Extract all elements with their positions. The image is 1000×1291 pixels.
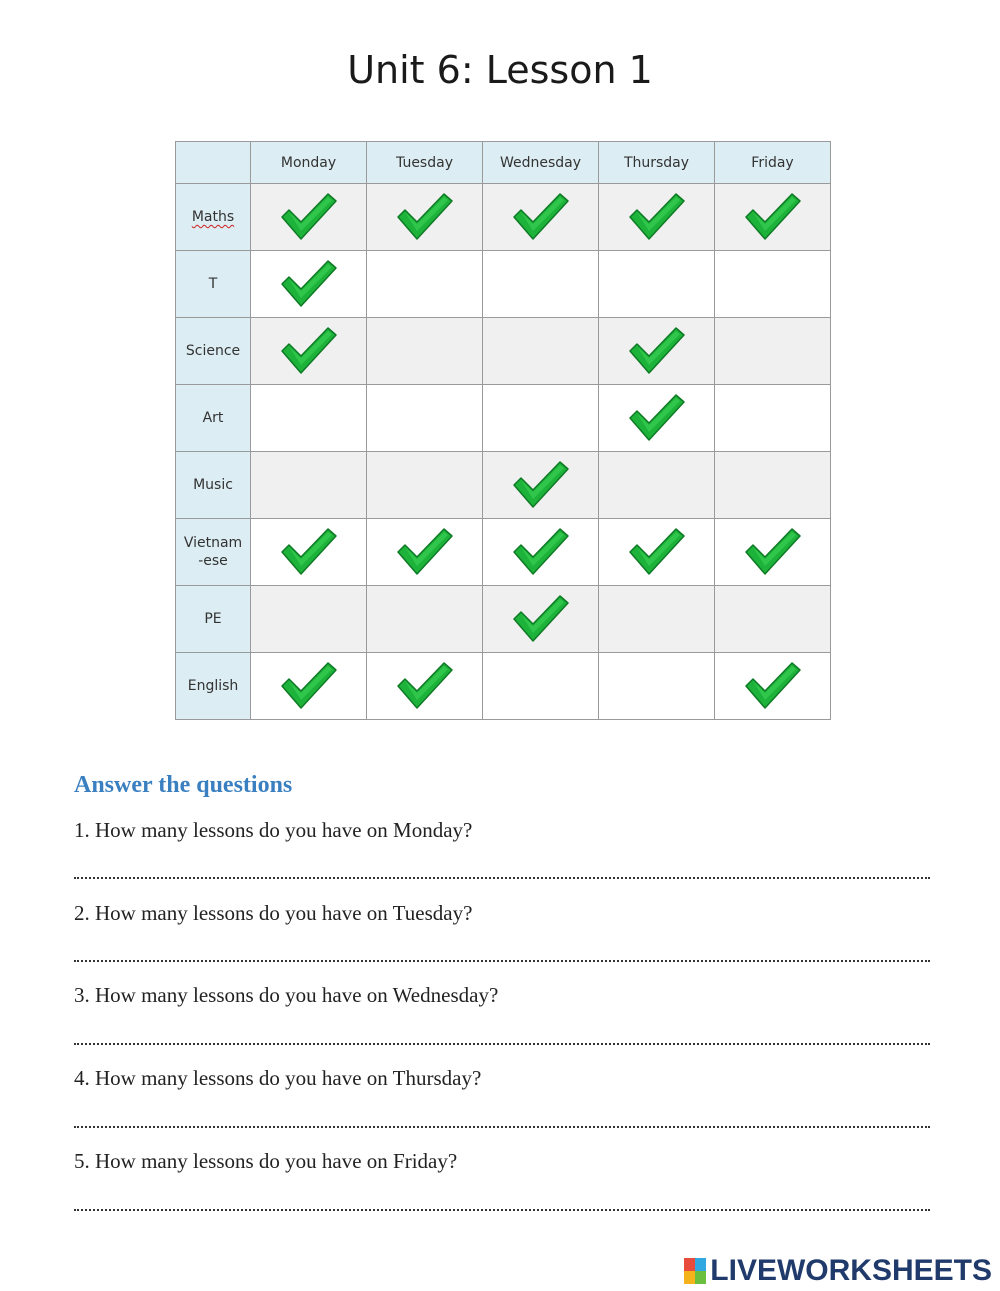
cell-friday bbox=[715, 519, 831, 586]
timetable-row bbox=[176, 184, 831, 251]
cell-friday bbox=[715, 318, 831, 385]
cell-friday bbox=[715, 251, 831, 318]
day-header-thursday: Thursday bbox=[599, 142, 715, 184]
cell-friday bbox=[715, 184, 831, 251]
question-2: 2. How many lessons do you have on Tuesday? bbox=[74, 901, 473, 925]
cell-thursday bbox=[599, 653, 715, 720]
cell-tuesday bbox=[367, 184, 483, 251]
cell-thursday bbox=[599, 184, 715, 251]
subject-label: Music bbox=[193, 477, 233, 493]
subject-cell bbox=[176, 452, 251, 519]
cell-thursday bbox=[599, 519, 715, 586]
timetable bbox=[175, 141, 831, 720]
day-header-wednesday: Wednesday bbox=[483, 142, 599, 184]
green-check-icon bbox=[396, 660, 454, 712]
green-check-icon bbox=[744, 660, 802, 712]
green-check-icon bbox=[628, 191, 686, 243]
logo-square-blue bbox=[695, 1258, 706, 1271]
subject-cell bbox=[176, 519, 251, 586]
green-check-icon bbox=[512, 526, 570, 578]
subject-cell bbox=[176, 586, 251, 653]
cell-wednesday bbox=[483, 653, 599, 720]
brand-wordmark: LIVEWORKSHEETS bbox=[710, 1254, 992, 1287]
cell-tuesday bbox=[367, 385, 483, 452]
day-header-monday: Monday bbox=[251, 142, 367, 184]
logo-square-green bbox=[695, 1271, 706, 1284]
green-check-icon bbox=[396, 526, 454, 578]
subject-label: T bbox=[208, 276, 218, 292]
subject-cell bbox=[176, 653, 251, 720]
cell-wednesday bbox=[483, 586, 599, 653]
green-check-icon bbox=[396, 191, 454, 243]
green-check-icon bbox=[744, 526, 802, 578]
green-check-icon bbox=[512, 191, 570, 243]
cell-thursday bbox=[599, 251, 715, 318]
cell-monday bbox=[251, 586, 367, 653]
green-check-icon bbox=[280, 325, 338, 377]
cell-monday bbox=[251, 318, 367, 385]
logo-square-yellow bbox=[684, 1271, 695, 1284]
timetable-row bbox=[176, 385, 831, 452]
cell-monday bbox=[251, 385, 367, 452]
cell-wednesday bbox=[483, 385, 599, 452]
subject-cell bbox=[176, 251, 251, 318]
cell-monday bbox=[251, 251, 367, 318]
cell-thursday bbox=[599, 452, 715, 519]
question-3: 3. How many lessons do you have on Wednesday? bbox=[74, 983, 499, 1007]
cell-tuesday bbox=[367, 519, 483, 586]
timetable-row bbox=[176, 251, 831, 318]
cell-thursday bbox=[599, 318, 715, 385]
cell-monday bbox=[251, 184, 367, 251]
cell-wednesday bbox=[483, 318, 599, 385]
answer-field-3[interactable] bbox=[74, 1043, 930, 1045]
liveworksheets-logo-icon bbox=[684, 1258, 706, 1284]
cell-tuesday bbox=[367, 586, 483, 653]
green-check-icon bbox=[628, 526, 686, 578]
cell-thursday bbox=[599, 385, 715, 452]
green-check-icon bbox=[628, 392, 686, 444]
cell-wednesday bbox=[483, 251, 599, 318]
day-header-friday: Friday bbox=[715, 142, 831, 184]
cell-wednesday bbox=[483, 184, 599, 251]
cell-monday bbox=[251, 653, 367, 720]
subject-label: Maths bbox=[191, 209, 235, 225]
question-4: 4. How many lessons do you have on Thursday? bbox=[74, 1066, 482, 1090]
cell-thursday bbox=[599, 586, 715, 653]
answer-field-1[interactable] bbox=[74, 877, 930, 879]
cell-friday bbox=[715, 586, 831, 653]
cell-friday bbox=[715, 385, 831, 452]
cell-tuesday bbox=[367, 653, 483, 720]
question-5: 5. How many lessons do you have on Friday? bbox=[74, 1149, 458, 1173]
green-check-icon bbox=[280, 258, 338, 310]
timetable-row bbox=[176, 586, 831, 653]
timetable-row bbox=[176, 452, 831, 519]
subject-label: Art bbox=[202, 410, 224, 426]
subject-label: -ese bbox=[198, 553, 228, 569]
cell-monday bbox=[251, 452, 367, 519]
cell-wednesday bbox=[483, 519, 599, 586]
green-check-icon bbox=[280, 660, 338, 712]
cell-tuesday bbox=[367, 452, 483, 519]
cell-friday bbox=[715, 452, 831, 519]
cell-wednesday bbox=[483, 452, 599, 519]
cell-tuesday bbox=[367, 251, 483, 318]
green-check-icon bbox=[280, 191, 338, 243]
green-check-icon bbox=[628, 325, 686, 377]
answer-field-5[interactable] bbox=[74, 1209, 930, 1211]
section-heading: Answer the questions bbox=[74, 772, 293, 798]
timetable-row bbox=[176, 653, 831, 720]
subject-label: English bbox=[187, 678, 239, 694]
cell-tuesday bbox=[367, 318, 483, 385]
page-title: Unit 6: Lesson 1 bbox=[347, 48, 653, 92]
green-check-icon bbox=[280, 526, 338, 578]
green-check-icon bbox=[512, 593, 570, 645]
timetable-row bbox=[176, 519, 831, 586]
subject-cell bbox=[176, 184, 251, 251]
question-1: 1. How many lessons do you have on Monday? bbox=[74, 818, 473, 842]
green-check-icon bbox=[512, 459, 570, 511]
subject-label: Vietnam bbox=[183, 535, 243, 551]
timetable-body bbox=[176, 184, 831, 720]
subject-label: Science bbox=[185, 343, 241, 359]
subject-cell bbox=[176, 318, 251, 385]
timetable-corner-cell bbox=[176, 142, 251, 184]
timetable-header-row bbox=[176, 142, 831, 184]
answer-field-2[interactable] bbox=[74, 960, 930, 962]
subject-label: PE bbox=[204, 611, 222, 627]
day-header-tuesday: Tuesday bbox=[367, 142, 483, 184]
logo-square-red bbox=[684, 1258, 695, 1271]
cell-monday bbox=[251, 519, 367, 586]
cell-friday bbox=[715, 653, 831, 720]
timetable-row bbox=[176, 318, 831, 385]
subject-cell bbox=[176, 385, 251, 452]
liveworksheets-brand[interactable] bbox=[684, 1254, 992, 1288]
answer-field-4[interactable] bbox=[74, 1126, 930, 1128]
green-check-icon bbox=[744, 191, 802, 243]
